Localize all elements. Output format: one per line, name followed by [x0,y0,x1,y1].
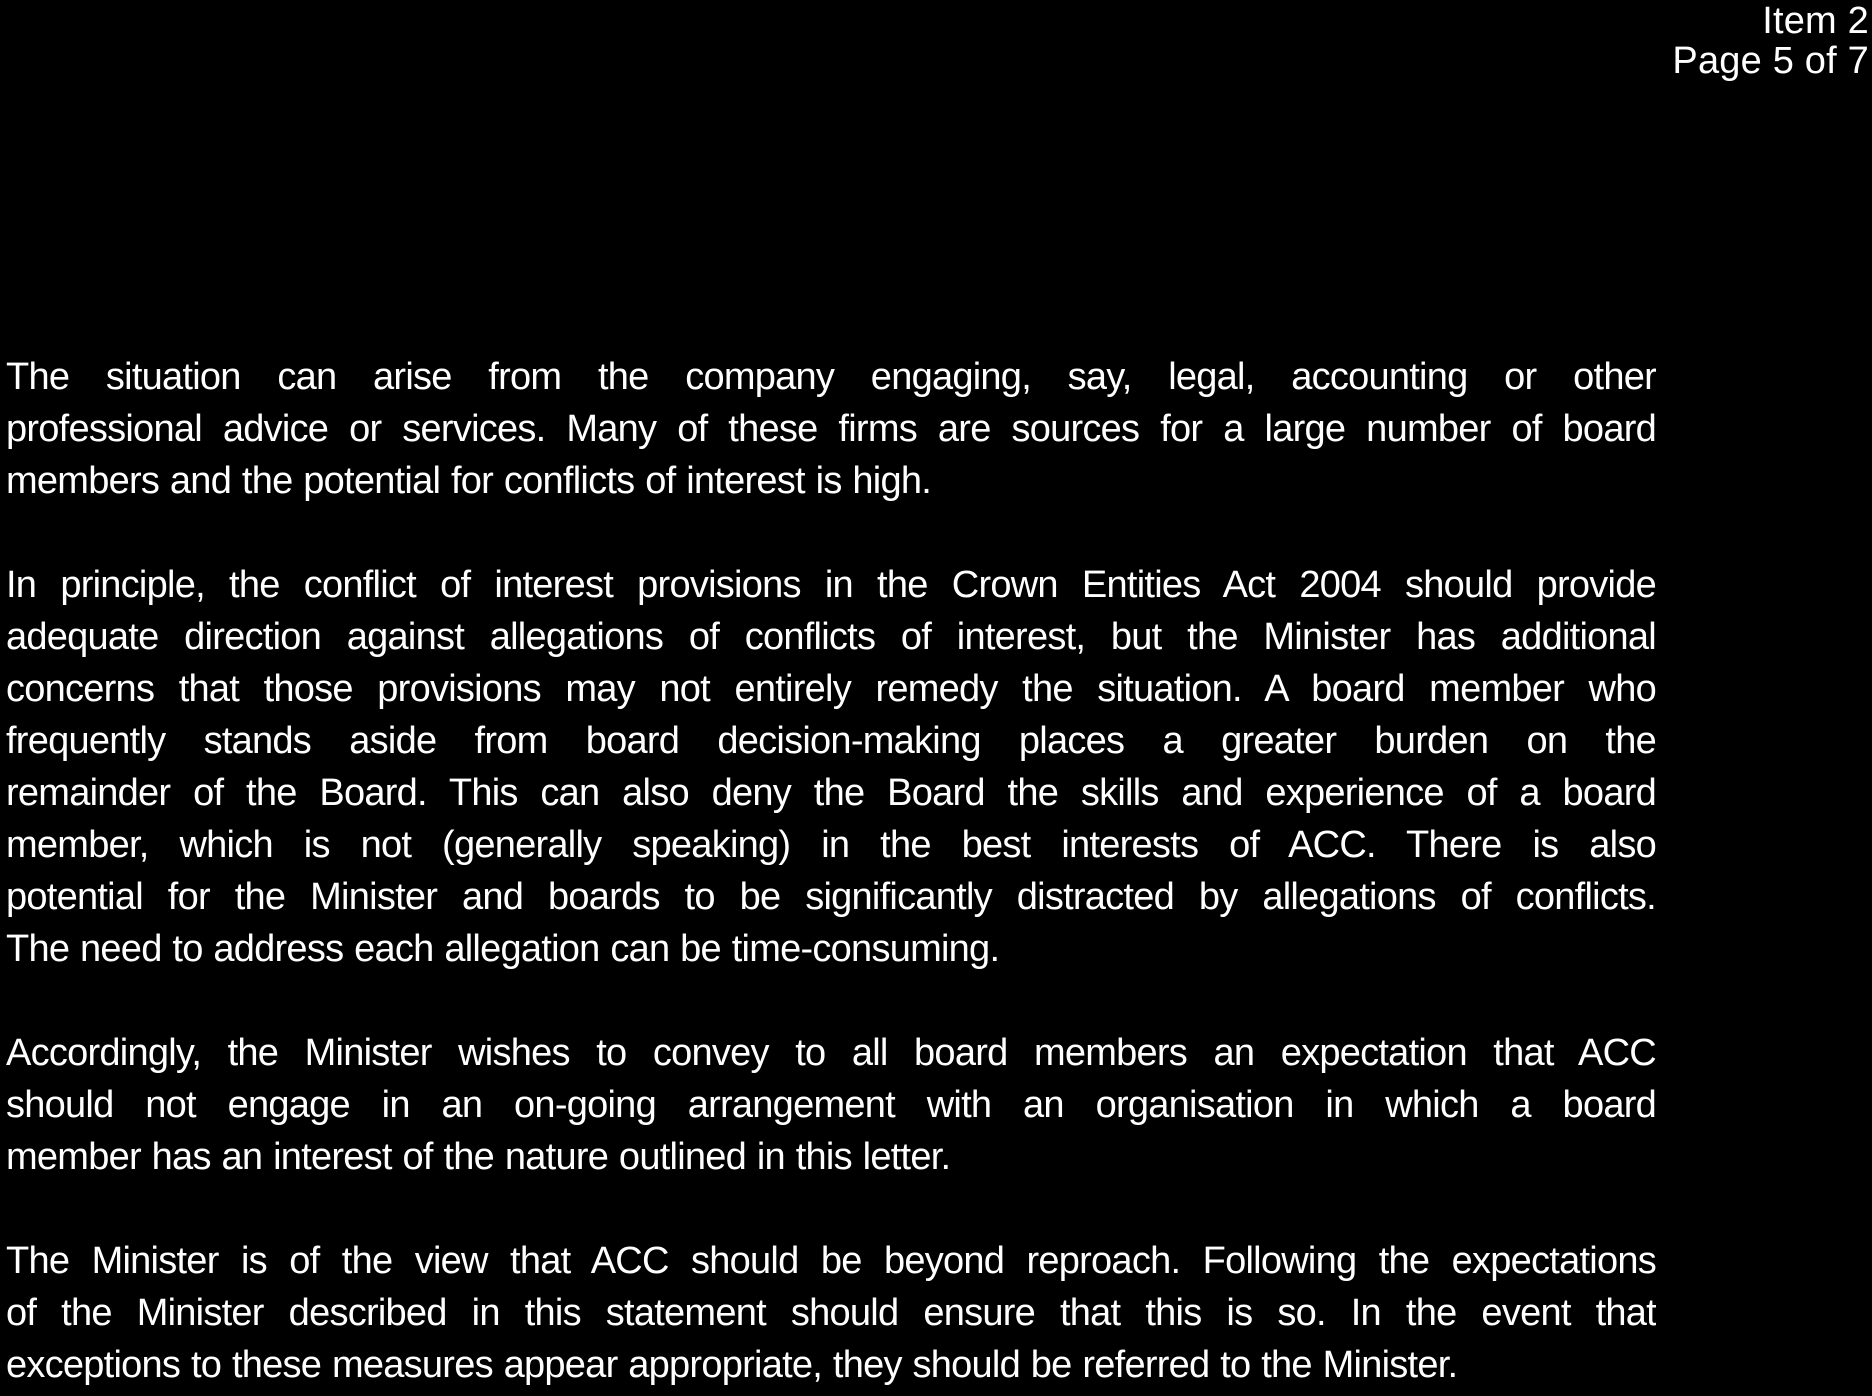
page-header [1672,1,1869,81]
paragraph [6,1235,1656,1391]
text-line: member has an interest of the nature outlined in this letter. [6,1136,951,1178]
item-label: Item 2 [1762,0,1869,42]
paragraph [6,351,1656,507]
text-line: frequently stands aside from board decision-making places a greater burden on the [6,720,1656,762]
text-line: In principle, the conflict of interest provisions in the Crown Entities Act 2004 should provide [6,564,1656,606]
text-line: exceptions to these measures appear appropriate, they should be referred to the Minister. [6,1344,1458,1386]
body-text [6,351,1656,1391]
text-line: professional advice or services. Many of these firms are sources for a large number of board [6,408,1656,450]
text-line: should not engage in an on-going arrangement with an organisation in which a board [6,1084,1656,1126]
text-line: remainder of the Board. This can also deny the Board the skills and experience of a board [6,772,1656,814]
text-line: potential for the Minister and boards to be significantly distracted by allegations of conflicts. [6,876,1656,918]
text-line: concerns that those provisions may not entirely remedy the situation. A board member who [6,668,1656,710]
text-line: of the Minister described in this statement should ensure that this is so. In the event that [6,1292,1656,1334]
text-line: member, which is not (generally speaking) in the best interests of ACC. There is also [6,824,1656,866]
text-line: The situation can arise from the company engaging, say, legal, accounting or other [6,356,1656,398]
text-line: The Minister is of the view that ACC should be beyond reproach. Following the expectations [6,1240,1656,1282]
text-line: members and the potential for conflicts of interest is high. [6,460,932,502]
paragraph [6,1027,1656,1183]
paragraph [6,559,1656,975]
text-line: The need to address each allegation can be time-consuming. [6,928,1000,970]
text-line: Accordingly, the Minister wishes to convey to all board members an expectation that ACC [6,1032,1656,1074]
page-number-label: Page 5 of 7 [1672,40,1869,82]
text-line: adequate direction against allegations of conflicts of interest, but the Minister has additional [6,616,1656,658]
